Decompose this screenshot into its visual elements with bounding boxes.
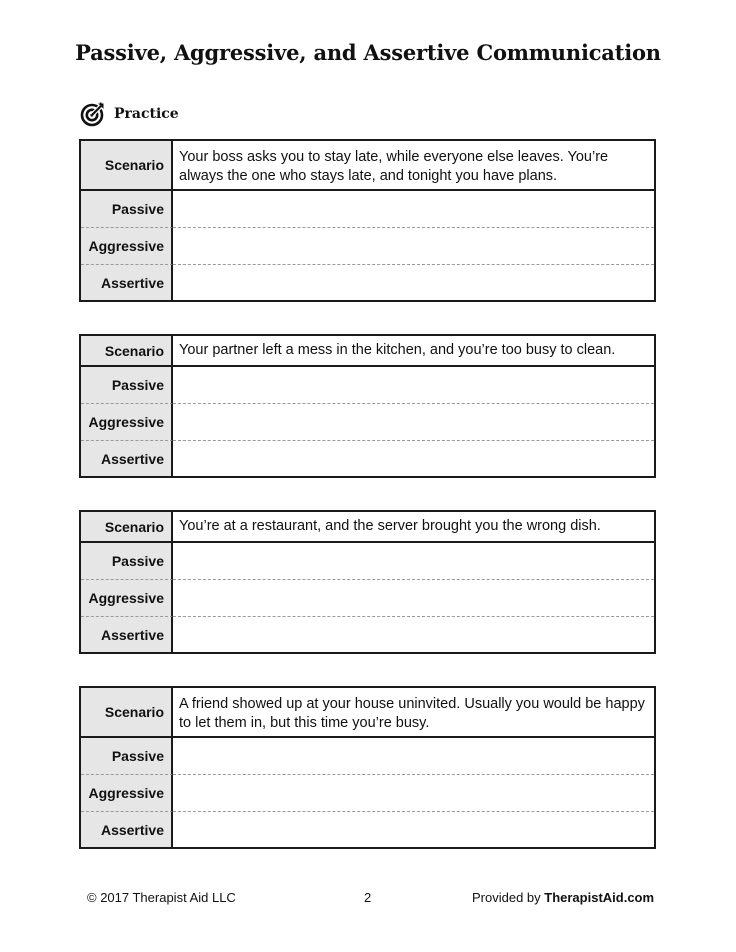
passive-response-field[interactable] — [173, 191, 654, 228]
scenario-text: Your partner left a mess in the kitchen, and you’re too busy to clean. — [173, 336, 654, 367]
target-icon — [80, 101, 106, 127]
passive-label: Passive — [81, 543, 173, 580]
scenario-label: Scenario — [81, 141, 173, 191]
scenario-card-3 — [79, 510, 656, 654]
aggressive-response-field[interactable] — [173, 404, 654, 441]
scenario-label: Scenario — [81, 336, 173, 367]
footer-brand: TherapistAid.com — [544, 890, 655, 905]
passive-response-field[interactable] — [173, 367, 654, 404]
practice-heading — [80, 100, 179, 128]
scenario-text: A friend showed up at your house uninvited. Usually you would be happy to let them in, but this time you’re busy. — [173, 688, 654, 738]
scenario-text: You’re at a restaurant, and the server brought you the wrong dish. — [173, 512, 654, 543]
aggressive-label: Aggressive — [81, 228, 173, 265]
aggressive-response-field[interactable] — [173, 580, 654, 617]
scenario-label: Scenario — [81, 512, 173, 543]
footer-copyright: © 2017 Therapist Aid LLC — [87, 890, 236, 905]
scenario-card-4 — [79, 686, 656, 849]
scenario-card-1 — [79, 139, 656, 302]
aggressive-label: Aggressive — [81, 580, 173, 617]
scenario-card-2 — [79, 334, 656, 478]
aggressive-label: Aggressive — [81, 775, 173, 812]
passive-label: Passive — [81, 191, 173, 228]
assertive-label: Assertive — [81, 617, 173, 652]
passive-label: Passive — [81, 367, 173, 404]
assertive-response-field[interactable] — [173, 441, 654, 476]
assertive-response-field[interactable] — [173, 812, 654, 847]
footer-provided-by — [472, 890, 654, 905]
footer-provided-prefix: Provided by — [472, 890, 545, 905]
assertive-label: Assertive — [81, 265, 173, 300]
passive-response-field[interactable] — [173, 543, 654, 580]
passive-response-field[interactable] — [173, 738, 654, 775]
aggressive-response-field[interactable] — [173, 228, 654, 265]
page-title: Passive, Aggressive, and Assertive Communication — [75, 40, 661, 65]
aggressive-response-field[interactable] — [173, 775, 654, 812]
assertive-label: Assertive — [81, 441, 173, 476]
practice-label: Practice — [114, 106, 179, 122]
footer-page-number: 2 — [364, 890, 372, 905]
assertive-response-field[interactable] — [173, 617, 654, 652]
scenario-label: Scenario — [81, 688, 173, 738]
aggressive-label: Aggressive — [81, 404, 173, 441]
scenario-text: Your boss asks you to stay late, while everyone else leaves. You’re always the one who stays late, and tonight you have plans. — [173, 141, 654, 191]
passive-label: Passive — [81, 738, 173, 775]
assertive-response-field[interactable] — [173, 265, 654, 300]
assertive-label: Assertive — [81, 812, 173, 847]
